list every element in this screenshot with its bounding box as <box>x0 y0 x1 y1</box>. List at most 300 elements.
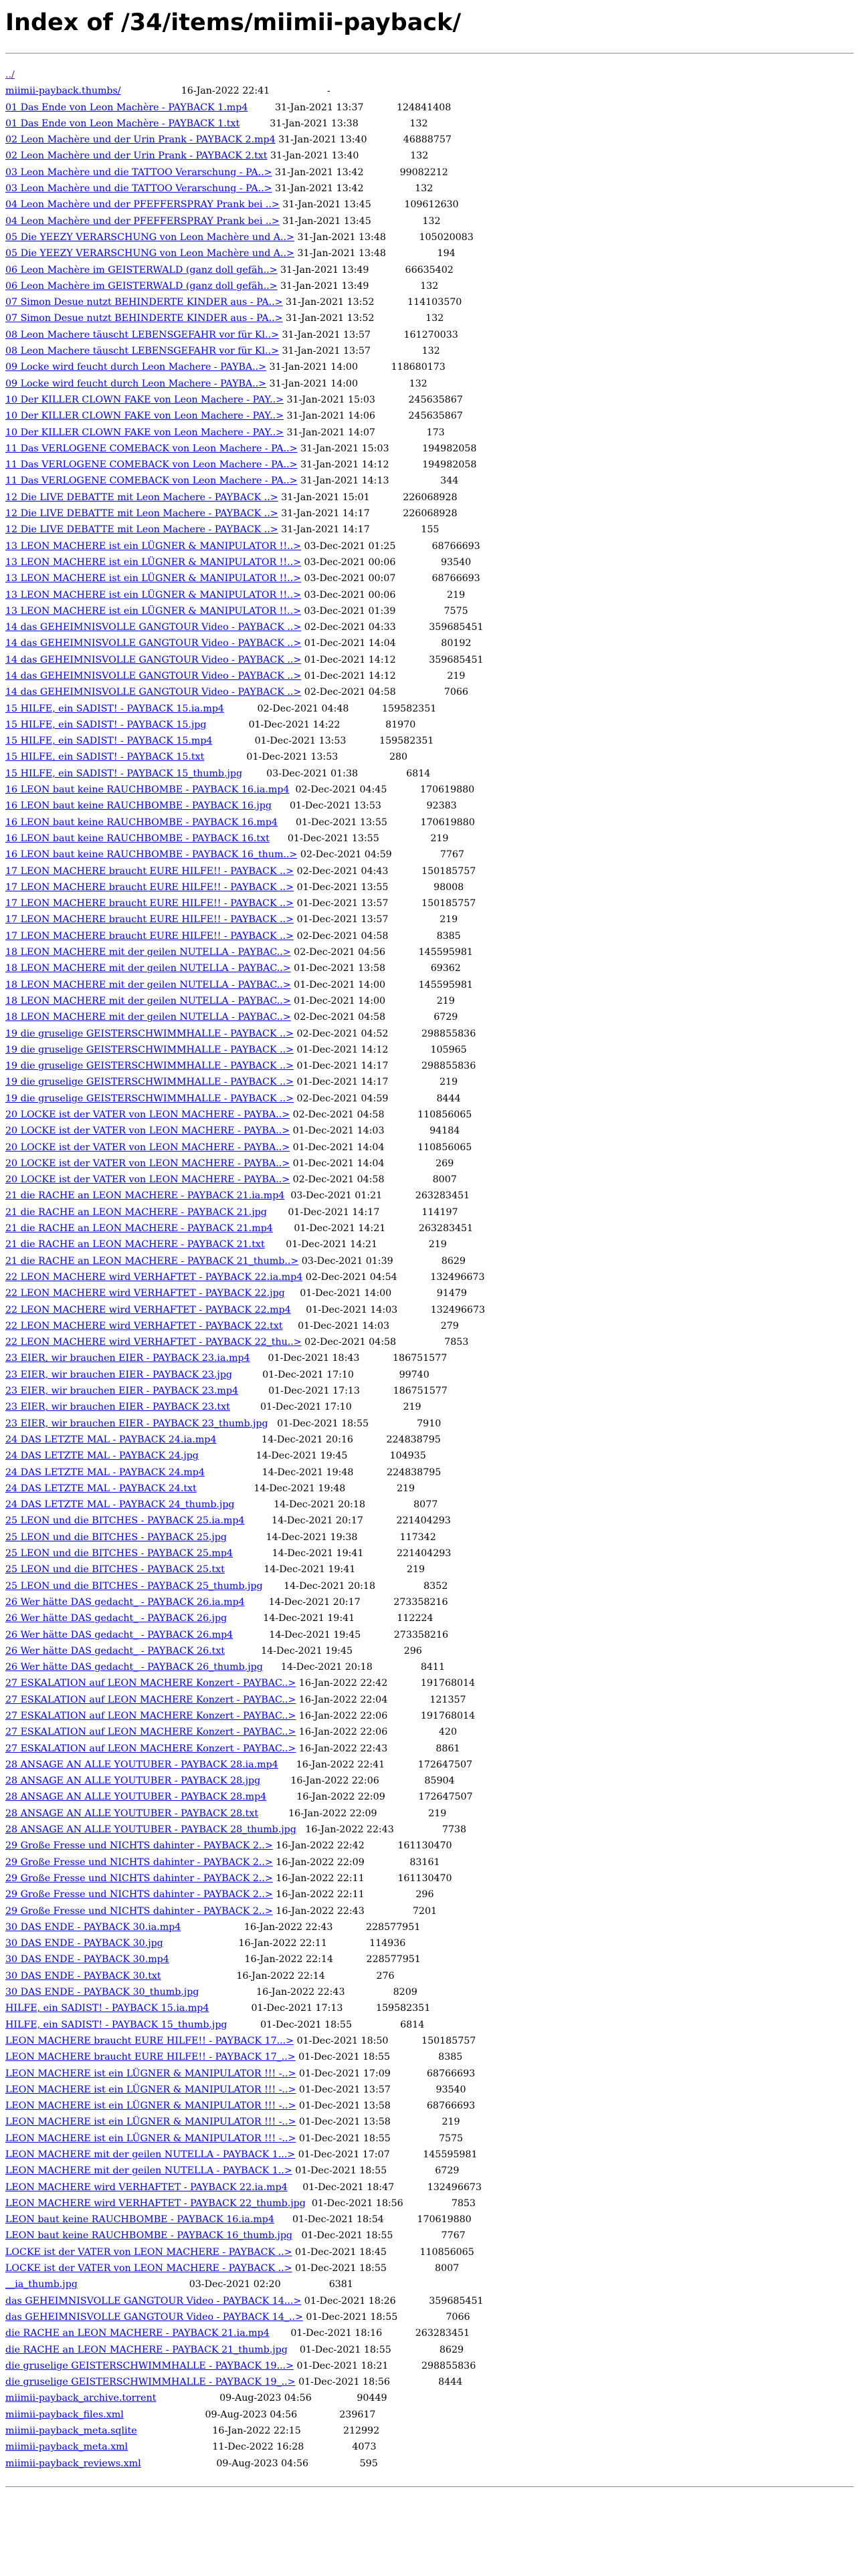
file-meta: 31-Jan-2021 13:48 194 <box>294 248 456 259</box>
file-meta: 31-Jan-2021 14:06 245635867 <box>283 411 463 422</box>
file-link[interactable]: 27 ESKALATION auf LEON MACHERE Konzert - PAYBAC..> <box>5 1678 296 1689</box>
file-row <box>5 1432 854 1448</box>
file-link[interactable]: LEON baut keine RAUCHBOMBE - PAYBACK 16.ia.mp4 <box>5 2214 274 2226</box>
file-link[interactable]: 28 ANSAGE AN ALLE YOUTUBER - PAYBACK 28.mp4 <box>5 1792 267 1803</box>
file-link[interactable]: 23 EIER, wir brauchen EIER - PAYBACK 23.mp4 <box>5 1386 238 1397</box>
file-link[interactable]: miimii-payback.thumbs/ <box>5 86 121 97</box>
file-meta: 01-Dec-2021 13:58 69362 <box>290 963 461 974</box>
file-link[interactable]: 17 LEON MACHERE braucht EURE HILFE!! - PAYBACK ..> <box>5 898 294 909</box>
file-row <box>5 1107 854 1123</box>
file-row <box>5 1935 854 1951</box>
file-link[interactable]: miimii-payback_reviews.xml <box>5 2458 141 2469</box>
file-link[interactable]: 20 LOCKE ist der VATER von LEON MACHERE - PAYBA..> <box>5 1174 290 1186</box>
file-row <box>5 635 854 651</box>
file-link[interactable]: 21 die RACHE an LEON MACHERE - PAYBACK 21.ia.mp4 <box>5 1190 285 1202</box>
file-meta: 01-Dec-2021 13:58 68766693 <box>296 2101 476 2112</box>
file-link[interactable]: HILFE, ein SADIST! - PAYBACK 15_thumb.jpg <box>5 2019 227 2030</box>
file-row <box>5 213 854 229</box>
file-meta: 31-Jan-2021 15:01 226068928 <box>278 492 458 503</box>
file-meta: 16-Jan-2022 22:15 212992 <box>136 2426 380 2437</box>
file-row <box>5 1513 854 1529</box>
file-row <box>5 1773 854 1789</box>
file-row <box>5 1724 854 1740</box>
file-meta: 03-Dec-2021 01:21 263283451 <box>284 1190 470 1202</box>
file-meta: 01-Dec-2021 13:53 280 <box>204 752 408 763</box>
file-link[interactable]: 16 LEON baut keine RAUCHBOMBE - PAYBACK 16.ia.mp4 <box>5 784 290 796</box>
file-meta: 14-Dec-2021 20:17 273358216 <box>244 1596 448 1608</box>
file-meta: 16-Jan-2022 22:06 85904 <box>260 1776 455 1787</box>
file-meta: 31-Jan-2021 14:17 226068928 <box>278 508 458 520</box>
file-link[interactable]: 30 DAS ENDE - PAYBACK 30.mp4 <box>5 1954 169 1965</box>
file-link[interactable]: 09 Locke wird feucht durch Leon Machere - PAYBA..> <box>5 362 267 373</box>
file-link[interactable]: 26 Wer hätte DAS gedacht_ - PAYBACK 26_thumb.jpg <box>5 1662 263 1673</box>
file-meta: 01-Dec-2021 14:00 219 <box>290 995 455 1006</box>
file-link[interactable]: 19 die gruselige GEISTERSCHWIMMHALLE - PAYBACK ..> <box>5 1077 294 1088</box>
file-link[interactable]: 18 LEON MACHERE mit der geilen NUTELLA - PAYBAC..> <box>5 963 291 974</box>
file-row <box>5 652 854 668</box>
file-link[interactable]: 17 LEON MACHERE braucht EURE HILFE!! - PAYBACK ..> <box>5 930 294 942</box>
file-link[interactable]: 07 Simon Desue nutzt BEHINDERTE KINDER aus - PA..> <box>5 313 283 324</box>
file-link[interactable]: miimii-payback_meta.xml <box>5 2442 128 2453</box>
file-row <box>5 1009 854 1025</box>
file-meta: 02-Dec-2021 04:43 150185757 <box>294 865 476 877</box>
file-row <box>5 879 854 895</box>
file-row <box>5 2066 854 2082</box>
file-link[interactable]: 30 DAS ENDE - PAYBACK 30.jpg <box>5 1938 163 1949</box>
file-meta: 01-Dec-2021 14:00 145595981 <box>290 979 473 990</box>
file-row <box>5 1156 854 1172</box>
file-row <box>5 2374 854 2390</box>
file-row <box>5 327 854 343</box>
file-meta: 02-Dec-2021 04:52 298855836 <box>294 1028 476 1039</box>
file-row <box>5 1497 854 1513</box>
file-row <box>5 473 854 489</box>
file-row <box>5 733 854 749</box>
file-link[interactable]: 22 LEON MACHERE wird VERHAFTET - PAYBACK 22.jpg <box>5 1288 285 1299</box>
file-row <box>5 2114 854 2130</box>
file-meta: 01-Dec-2021 14:04 80192 <box>301 638 472 649</box>
file-link[interactable]: 01 Das Ende von Leon Machère - PAYBACK 1.mp4 <box>5 102 248 113</box>
file-meta: 01-Dec-2021 17:10 219 <box>229 1402 421 1413</box>
file-link[interactable]: LEON MACHERE mit der geilen NUTELLA - PAYBACK 1..> <box>5 2165 292 2177</box>
file-meta: 14-Dec-2021 19:48 219 <box>196 1483 415 1494</box>
file-row <box>5 2000 854 2016</box>
file-link[interactable]: 13 LEON MACHERE ist ein LÜGNER & MANIPULATOR !!..> <box>5 556 301 568</box>
file-row <box>5 863 854 879</box>
file-link[interactable]: 29 Große Fresse und NICHTS dahinter - PAYBACK 2..> <box>5 1872 273 1884</box>
bottom-divider <box>5 2486 854 2487</box>
file-row <box>5 1870 854 1887</box>
file-link[interactable]: 22 LEON MACHERE wird VERHAFTET - PAYBACK 22.ia.mp4 <box>5 1271 303 1283</box>
file-link[interactable]: LEON MACHERE wird VERHAFTET - PAYBACK 22.ia.mp4 <box>5 2181 288 2193</box>
file-link[interactable]: 03 Leon Machère und die TATTOO Verarschung - PA..> <box>5 167 272 178</box>
file-link[interactable]: 22 LEON MACHERE wird VERHAFTET - PAYBACK 22_thu..> <box>5 1337 302 1348</box>
file-link[interactable]: miimii-payback_archive.torrent <box>5 2393 157 2404</box>
file-meta: 02-Dec-2021 04:33 359685451 <box>301 622 484 633</box>
file-meta: 01-Dec-2021 14:03 279 <box>282 1320 459 1331</box>
file-link[interactable]: 27 ESKALATION auf LEON MACHERE Konzert - PAYBAC..> <box>5 1694 296 1705</box>
file-link[interactable]: LEON MACHERE ist ein LÜGNER & MANIPULATOR !!! -..> <box>5 2084 296 2095</box>
file-link[interactable]: LEON MACHERE ist ein LÜGNER & MANIPULATOR !!! -..> <box>5 2101 296 2112</box>
file-link[interactable]: 12 Die LIVE DEBATTE mit Leon Machere - PAYBACK ..> <box>5 524 278 536</box>
file-meta: 16-Jan-2022 22:14 228577951 <box>169 1954 421 1965</box>
file-link[interactable]: miimii-payback_meta.sqlite <box>5 2426 137 2437</box>
file-link[interactable]: LEON MACHERE ist ein LÜGNER & MANIPULATOR !!! -..> <box>5 2068 296 2079</box>
file-link[interactable]: 11 Das VERLOGENE COMEBACK von Leon Machere - PA..> <box>5 475 298 487</box>
file-link[interactable]: 20 LOCKE ist der VATER von LEON MACHERE - PAYBA..> <box>5 1125 290 1137</box>
file-link[interactable]: LOCKE ist der VATER von LEON MACHERE - PAYBACK ..> <box>5 2246 292 2258</box>
file-meta: 01-Dec-2021 18:21 298855836 <box>294 2360 476 2371</box>
file-row <box>5 2244 854 2260</box>
file-meta: 14-Dec-2021 19:38 117342 <box>226 1531 436 1543</box>
file-link[interactable]: das GEHEIMNISVOLLE GANGTOUR Video - PAYBACK 14_..> <box>5 2311 303 2323</box>
file-link[interactable]: 21 die RACHE an LEON MACHERE - PAYBACK 21.txt <box>5 1239 265 1251</box>
file-meta: 02-Dec-2021 04:58 8385 <box>294 930 461 942</box>
file-link[interactable]: 08 Leon Machere täuscht LEBENSGEFAHR vor für Kl..> <box>5 346 279 357</box>
file-meta: 14-Dec-2021 20:18 8411 <box>262 1662 445 1673</box>
file-link[interactable]: 08 Leon Machere täuscht LEBENSGEFAHR vor für Kl..> <box>5 329 279 340</box>
file-row <box>5 717 854 733</box>
file-row <box>5 977 854 993</box>
file-link[interactable]: 06 Leon Machère im GEISTERWALD (ganz doll gefäh..> <box>5 280 278 292</box>
file-link[interactable]: 13 LEON MACHERE ist ein LÜGNER & MANIPULATOR !!..> <box>5 605 301 617</box>
file-meta: 31-Jan-2021 13:52 114103570 <box>282 297 462 308</box>
file-link[interactable]: 23 EIER, wir brauchen EIER - PAYBACK 23.jpg <box>5 1369 232 1380</box>
file-meta: 09-Aug-2023 04:56 90449 <box>156 2393 387 2404</box>
file-link[interactable]: 16 LEON baut keine RAUCHBOMBE - PAYBACK 16.mp4 <box>5 817 278 828</box>
file-link[interactable]: LEON MACHERE braucht EURE HILFE!! - PAYBACK 17...> <box>5 2035 294 2046</box>
file-link[interactable]: 25 LEON und die BITCHES - PAYBACK 25.ia.mp4 <box>5 1515 245 1527</box>
file-link[interactable]: 23 EIER, wir brauchen EIER - PAYBACK 23.txt <box>5 1402 230 1413</box>
file-row <box>5 798 854 814</box>
file-link[interactable]: 27 ESKALATION auf LEON MACHERE Konzert - PAYBAC..> <box>5 1727 296 1738</box>
file-meta: 31-Jan-2021 13:48 105020083 <box>294 231 474 243</box>
file-row <box>5 2358 854 2374</box>
file-link[interactable]: LEON baut keine RAUCHBOMBE - PAYBACK 16_thumb.jpg <box>5 2230 292 2242</box>
file-link[interactable]: 25 LEON und die BITCHES - PAYBACK 25.jpg <box>5 1531 227 1543</box>
file-meta: 03-Dec-2021 02:20 6381 <box>77 2279 353 2290</box>
file-meta: 01-Dec-2021 14:12 219 <box>301 670 466 681</box>
file-link[interactable]: 29 Große Fresse und NICHTS dahinter - PAYBACK 2..> <box>5 1840 273 1852</box>
file-link[interactable]: 23 EIER, wir brauchen EIER - PAYBACK 23.ia.mp4 <box>5 1353 250 1364</box>
file-meta: 14-Dec-2021 19:45 273358216 <box>233 1629 449 1640</box>
file-link[interactable]: 24 DAS LETZTE MAL - PAYBACK 24.mp4 <box>5 1467 205 1478</box>
file-link[interactable]: 14 das GEHEIMNISVOLLE GANGTOUR Video - PAYBACK ..> <box>5 687 302 698</box>
file-meta: 01-Dec-2021 18:55 6729 <box>292 2165 460 2177</box>
file-row <box>5 1903 854 1919</box>
file-link[interactable]: 20 LOCKE ist der VATER von LEON MACHERE - PAYBA..> <box>5 1142 290 1153</box>
file-row <box>5 457 854 473</box>
file-row <box>5 2390 854 2406</box>
file-link[interactable]: 29 Große Fresse und NICHTS dahinter - PAYBACK 2..> <box>5 1856 273 1868</box>
file-row <box>5 1675 854 1691</box>
file-link[interactable]: 21 die RACHE an LEON MACHERE - PAYBACK 21_thumb..> <box>5 1255 299 1267</box>
file-meta: 16-Jan-2022 22:04 121357 <box>296 1694 466 1705</box>
file-meta: 14-Dec-2021 19:45 104935 <box>198 1451 426 1462</box>
file-meta: 01-Dec-2021 18:16 263283451 <box>269 2328 470 2339</box>
file-row <box>5 993 854 1009</box>
file-meta: 01-Dec-2021 18:56 8444 <box>295 2377 463 2388</box>
file-link[interactable]: 24 DAS LETZTE MAL - PAYBACK 24.ia.mp4 <box>5 1434 217 1445</box>
file-meta: 09-Aug-2023 04:56 239617 <box>123 2409 376 2420</box>
file-meta: 31-Jan-2021 13:57 161270033 <box>278 329 458 340</box>
file-link[interactable]: 04 Leon Machère und der PFEFFERSPRAY Prank bei ..> <box>5 199 280 211</box>
file-meta: 02-Dec-2021 04:58 8007 <box>290 1174 457 1186</box>
file-meta: 01-Dec-2021 14:22 81970 <box>206 719 416 730</box>
file-link[interactable]: die gruselige GEISTERSCHWIMMHALLE - PAYBACK 19_..> <box>5 2377 296 2388</box>
file-link[interactable]: 21 die RACHE an LEON MACHERE - PAYBACK 21.mp4 <box>5 1223 273 1235</box>
file-meta: 01-Dec-2021 13:53 159582351 <box>212 736 434 747</box>
file-link[interactable]: die RACHE an LEON MACHERE - PAYBACK 21_thumb.jpg <box>5 2344 288 2355</box>
file-meta: 01-Dec-2021 14:17 219 <box>294 1077 458 1088</box>
file-meta: 31-Jan-2021 13:42 132 <box>272 183 434 195</box>
file-meta: 01-Dec-2021 17:13 159582351 <box>209 2003 431 2014</box>
file-listing <box>5 67 854 2472</box>
file-link[interactable]: 28 ANSAGE AN ALLE YOUTUBER - PAYBACK 28.txt <box>5 1808 259 1819</box>
file-meta: 01-Dec-2021 14:21 219 <box>264 1239 447 1251</box>
file-link[interactable]: 28 ANSAGE AN ALLE YOUTUBER - PAYBACK 28.jpg <box>5 1776 261 1787</box>
file-row <box>5 1091 854 1107</box>
file-link[interactable]: HILFE, ein SADIST! - PAYBACK 15.ia.mp4 <box>5 2003 209 2014</box>
file-meta: 01-Dec-2021 18:50 150185757 <box>294 2035 476 2046</box>
file-link[interactable]: 15 HILFE, ein SADIST! - PAYBACK 15.ia.mp4 <box>5 703 224 714</box>
file-link[interactable]: 28 ANSAGE AN ALLE YOUTUBER - PAYBACK 28_thumb.jpg <box>5 1824 296 1836</box>
file-row <box>5 2131 854 2147</box>
file-meta: 02-Dec-2021 04:58 7853 <box>301 1337 469 1348</box>
file-row <box>5 928 854 944</box>
file-link[interactable]: 13 LEON MACHERE ist ein LÜGNER & MANIPULATOR !!..> <box>5 589 301 601</box>
file-link[interactable]: 24 DAS LETZTE MAL - PAYBACK 24_thumb.jpg <box>5 1499 235 1511</box>
file-link[interactable]: 12 Die LIVE DEBATTE mit Leon Machere - PAYBACK ..> <box>5 508 278 520</box>
file-row <box>5 2163 854 2179</box>
file-meta: 03-Dec-2021 00:06 93540 <box>300 556 472 568</box>
file-link[interactable]: 14 das GEHEIMNISVOLLE GANGTOUR Video - PAYBACK ..> <box>5 622 302 633</box>
file-link[interactable]: 13 LEON MACHERE ist ein LÜGNER & MANIPULATOR !!..> <box>5 573 301 584</box>
file-meta: 01-Dec-2021 14:21 263283451 <box>272 1223 474 1235</box>
file-link[interactable]: 15 HILFE, ein SADIST! - PAYBACK 15.jpg <box>5 719 207 730</box>
file-row <box>5 1594 854 1610</box>
file-link[interactable]: 17 LEON MACHERE braucht EURE HILFE!! - PAYBACK ..> <box>5 881 294 893</box>
file-link[interactable]: 02 Leon Machère und der Urin Prank - PAYBACK 2.txt <box>5 150 268 162</box>
file-meta: 01-Dec-2021 18:55 7910 <box>268 1418 442 1429</box>
file-link[interactable]: 23 EIER, wir brauchen EIER - PAYBACK 23_thumb.jpg <box>5 1418 268 1429</box>
file-link[interactable]: 14 das GEHEIMNISVOLLE GANGTOUR Video - PAYBACK ..> <box>5 670 302 681</box>
file-link[interactable]: 11 Das VERLOGENE COMEBACK von Leon Machere - PA..> <box>5 443 298 454</box>
file-link[interactable]: 04 Leon Machère und der PFEFFERSPRAY Prank bei ..> <box>5 215 280 227</box>
page-title: Index of /34/items/miimii-payback/ <box>5 9 462 36</box>
file-meta: 01-Dec-2021 18:55 6814 <box>227 2019 425 2030</box>
file-row <box>5 100 854 116</box>
file-link[interactable]: 15 HILFE, ein SADIST! - PAYBACK 15.mp4 <box>5 736 213 747</box>
file-link[interactable]: 16 LEON baut keine RAUCHBOMBE - PAYBACK 16_thum..> <box>5 849 298 861</box>
file-link[interactable]: 18 LEON MACHERE mit der geilen NUTELLA - PAYBAC..> <box>5 995 291 1006</box>
file-meta: 31-Jan-2021 13:45 132 <box>279 215 441 227</box>
file-link[interactable]: 16 LEON baut keine RAUCHBOMBE - PAYBACK 16.jpg <box>5 800 272 812</box>
file-row <box>5 262 854 278</box>
file-link[interactable]: 19 die gruselige GEISTERSCHWIMMHALLE - PAYBACK ..> <box>5 1093 294 1104</box>
file-row <box>5 2260 854 2276</box>
file-link[interactable]: die RACHE an LEON MACHERE - PAYBACK 21.ia.mp4 <box>5 2328 270 2339</box>
file-meta: 31-Jan-2021 13:57 132 <box>278 346 440 357</box>
file-row <box>5 2228 854 2244</box>
file-link[interactable]: 30 DAS ENDE - PAYBACK 30.txt <box>5 1970 161 1981</box>
file-meta: 31-Jan-2021 13:49 66635402 <box>277 264 454 276</box>
file-row <box>5 1285 854 1301</box>
file-link[interactable]: 25 LEON und die BITCHES - PAYBACK 25_thumb.jpg <box>5 1580 263 1592</box>
file-link[interactable]: 07 Simon Desue nutzt BEHINDERTE KINDER aus - PA..> <box>5 297 283 308</box>
file-link[interactable]: 17 LEON MACHERE braucht EURE HILFE!! - PAYBACK ..> <box>5 914 294 926</box>
file-meta: 31-Jan-2021 14:12 194982058 <box>297 459 477 471</box>
file-link[interactable]: 10 Der KILLER CLOWN FAKE von Leon Machere - PAY..> <box>5 411 284 422</box>
file-row <box>5 1253 854 1269</box>
file-link[interactable]: 25 LEON und die BITCHES - PAYBACK 25.txt <box>5 1564 225 1576</box>
file-link[interactable]: LOCKE ist der VATER von LEON MACHERE - PAYBACK ..> <box>5 2263 292 2274</box>
parent-directory-row <box>5 67 854 83</box>
file-link[interactable]: 13 LEON MACHERE ist ein LÜGNER & MANIPULATOR !!..> <box>5 540 301 552</box>
file-link[interactable]: 18 LEON MACHERE mit der geilen NUTELLA - PAYBAC..> <box>5 979 291 990</box>
file-row <box>5 587 854 603</box>
file-row <box>5 815 854 831</box>
file-meta: 01-Dec-2021 18:56 7853 <box>305 2197 476 2209</box>
file-link[interactable]: 25 LEON und die BITCHES - PAYBACK 25.mp4 <box>5 1548 233 1560</box>
file-row <box>5 2342 854 2358</box>
file-link[interactable]: 17 LEON MACHERE braucht EURE HILFE!! - PAYBACK ..> <box>5 865 294 877</box>
file-link[interactable]: 11 Das VERLOGENE COMEBACK von Leon Machere - PA..> <box>5 459 298 471</box>
file-row <box>5 766 854 782</box>
file-link[interactable]: LEON MACHERE braucht EURE HILFE!! - PAYBACK 17_..> <box>5 2052 296 2063</box>
file-meta: 16-Jan-2022 22:43 7738 <box>296 1824 467 1836</box>
file-meta: 01-Dec-2021 14:12 359685451 <box>301 654 484 665</box>
file-meta: 03-Dec-2021 00:07 68766693 <box>300 573 480 584</box>
file-link[interactable]: 20 LOCKE ist der VATER von LEON MACHERE - PAYBA..> <box>5 1158 290 1169</box>
file-row <box>5 782 854 798</box>
file-meta: 01-Dec-2021 18:55 7767 <box>292 2230 466 2242</box>
file-link[interactable]: miimii-payback_files.xml <box>5 2409 124 2420</box>
file-link[interactable]: 28 ANSAGE AN ALLE YOUTUBER - PAYBACK 28.ia.mp4 <box>5 1759 278 1770</box>
file-link[interactable]: 14 das GEHEIMNISVOLLE GANGTOUR Video - PAYBACK ..> <box>5 638 302 649</box>
file-row <box>5 1822 854 1838</box>
file-row <box>5 1042 854 1058</box>
file-link[interactable]: 15 HILFE, ein SADIST! - PAYBACK 15_thumb.jpg <box>5 768 243 779</box>
file-row <box>5 441 854 457</box>
file-meta: 11-Dec-2022 16:28 4073 <box>128 2442 377 2453</box>
file-link[interactable]: 19 die gruselige GEISTERSCHWIMMHALLE - PAYBACK ..> <box>5 1044 294 1055</box>
file-link[interactable]: 27 ESKALATION auf LEON MACHERE Konzert - PAYBAC..> <box>5 1743 296 1754</box>
file-link[interactable]: 19 die gruselige GEISTERSCHWIMMHALLE - PAYBACK ..> <box>5 1061 294 1072</box>
file-link[interactable]: 02 Leon Machère und der Urin Prank - PAYBACK 2.mp4 <box>5 134 276 146</box>
file-link[interactable]: 20 LOCKE ist der VATER von LEON MACHERE - PAYBA..> <box>5 1109 290 1120</box>
file-link[interactable]: 29 Große Fresse und NICHTS dahinter - PAYBACK 2..> <box>5 1889 273 1901</box>
file-row <box>5 1140 854 1156</box>
file-row <box>5 1951 854 1967</box>
file-meta: 16-Jan-2022 22:41 172647507 <box>278 1759 473 1770</box>
file-link[interactable]: 30 DAS ENDE - PAYBACK 30_thumb.jpg <box>5 1987 199 1998</box>
file-link[interactable]: die gruselige GEISTERSCHWIMMHALLE - PAYBACK 19...> <box>5 2360 294 2371</box>
file-row <box>5 1789 854 1805</box>
parent-directory-link[interactable]: ../ <box>5 70 15 80</box>
file-link[interactable]: LEON MACHERE wird VERHAFTET - PAYBACK 22_thumb.jpg <box>5 2197 306 2209</box>
file-row <box>5 1302 854 1318</box>
file-link[interactable]: 29 Große Fresse und NICHTS dahinter - PAYBACK 2..> <box>5 1905 273 1917</box>
file-link[interactable]: LEON MACHERE ist ein LÜGNER & MANIPULATOR !!! -..> <box>5 2133 296 2144</box>
file-link[interactable]: 18 LEON MACHERE mit der geilen NUTELLA - PAYBAC..> <box>5 947 291 958</box>
file-link[interactable]: 09 Locke wird feucht durch Leon Machere - PAYBA..> <box>5 378 267 389</box>
file-link[interactable]: 22 LEON MACHERE wird VERHAFTET - PAYBACK 22.mp4 <box>5 1304 291 1315</box>
file-link[interactable]: 18 LEON MACHERE mit der geilen NUTELLA - PAYBAC..> <box>5 1012 291 1023</box>
file-row <box>5 2325 854 2341</box>
file-meta: 16-Jan-2022 22:11 161130470 <box>272 1872 452 1884</box>
file-link[interactable]: 24 DAS LETZTE MAL - PAYBACK 24.txt <box>5 1483 197 1494</box>
file-link[interactable]: 10 Der KILLER CLOWN FAKE von Leon Machere - PAY..> <box>5 394 284 405</box>
file-row <box>5 1984 854 2000</box>
file-link[interactable]: __ia_thumb.jpg <box>5 2279 78 2290</box>
file-row <box>5 2423 854 2439</box>
file-row <box>5 2082 854 2098</box>
file-meta: 31-Jan-2021 14:00 132 <box>266 378 427 389</box>
file-row <box>5 1318 854 1334</box>
file-meta: 31-Jan-2021 13:40 132 <box>267 150 429 162</box>
file-link[interactable]: 27 ESKALATION auf LEON MACHERE Konzert - PAYBAC..> <box>5 1710 296 1721</box>
file-link[interactable]: 26 Wer hätte DAS gedacht_ - PAYBACK 26.jpg <box>5 1613 227 1624</box>
file-row <box>5 359 854 375</box>
file-link[interactable]: LEON MACHERE mit der geilen NUTELLA - PAYBACK 1...> <box>5 2149 296 2160</box>
file-row <box>5 895 854 911</box>
file-row <box>5 1643 854 1659</box>
file-row <box>5 425 854 441</box>
file-link[interactable]: 26 Wer hätte DAS gedacht_ - PAYBACK 26.mp4 <box>5 1629 233 1640</box>
file-link[interactable]: 14 das GEHEIMNISVOLLE GANGTOUR Video - PAYBACK ..> <box>5 654 302 665</box>
file-link[interactable]: 12 Die LIVE DEBATTE mit Leon Machere - PAYBACK ..> <box>5 492 278 503</box>
file-link[interactable]: 30 DAS ENDE - PAYBACK 30.ia.mp4 <box>5 1921 181 1933</box>
file-meta: 31-Jan-2021 14:07 173 <box>283 427 445 438</box>
file-row <box>5 1887 854 1903</box>
file-link[interactable]: 22 LEON MACHERE wird VERHAFTET - PAYBACK 22.txt <box>5 1320 283 1331</box>
file-link[interactable]: 05 Die YEEZY VERARSCHUNG von Leon Machère und A..> <box>5 231 294 243</box>
file-row <box>5 554 854 570</box>
file-meta: 01-Dec-2021 14:04 110856065 <box>290 1142 472 1153</box>
file-meta: 01-Dec-2021 13:58 219 <box>296 2117 460 2128</box>
file-row <box>5 2309 854 2325</box>
file-row <box>5 229 854 245</box>
file-link[interactable]: LEON MACHERE ist ein LÜGNER & MANIPULATOR !!! -..> <box>5 2117 296 2128</box>
file-link[interactable]: 26 Wer hätte DAS gedacht_ - PAYBACK 26.ia.mp4 <box>5 1596 245 1608</box>
file-meta: 02-Dec-2021 04:45 170619880 <box>289 784 475 796</box>
file-link[interactable]: 21 die RACHE an LEON MACHERE - PAYBACK 21.jpg <box>5 1206 267 1218</box>
file-meta: 01-Dec-2021 17:10 99740 <box>232 1369 430 1380</box>
file-row <box>5 1627 854 1643</box>
file-link[interactable]: 01 Das Ende von Leon Machère - PAYBACK 1.txt <box>5 118 240 129</box>
file-row <box>5 1237 854 1253</box>
file-link[interactable]: 05 Die YEEZY VERARSCHUNG von Leon Machère und A..> <box>5 248 294 259</box>
file-meta: 02-Dec-2021 04:56 145595981 <box>290 947 473 958</box>
file-row <box>5 538 854 554</box>
file-link[interactable]: 15 HILFE, ein SADIST! - PAYBACK 15.txt <box>5 752 205 763</box>
file-link[interactable]: 24 DAS LETZTE MAL - PAYBACK 24.jpg <box>5 1451 199 1462</box>
file-row <box>5 2407 854 2423</box>
file-row <box>5 506 854 522</box>
file-link[interactable]: 26 Wer hätte DAS gedacht_ - PAYBACK 26.txt <box>5 1645 225 1656</box>
file-meta: 01-Dec-2021 13:55 170619880 <box>277 817 475 828</box>
file-link[interactable]: 06 Leon Machère im GEISTERWALD (ganz doll gefäh..> <box>5 264 278 276</box>
file-link[interactable]: 03 Leon Machère und die TATTOO Verarschung - PA..> <box>5 183 272 195</box>
file-link[interactable]: 10 Der KILLER CLOWN FAKE von Leon Machere - PAY..> <box>5 427 284 438</box>
file-meta: 01-Dec-2021 17:09 68766693 <box>296 2068 476 2079</box>
file-link[interactable]: 19 die gruselige GEISTERSCHWIMMHALLE - PAYBACK ..> <box>5 1028 294 1039</box>
file-link[interactable]: 16 LEON baut keine RAUCHBOMBE - PAYBACK 16.txt <box>5 833 270 844</box>
file-meta: 16-Jan-2022 22:09 219 <box>258 1808 447 1819</box>
file-link[interactable]: das GEHEIMNISVOLLE GANGTOUR Video - PAYBACK 14...> <box>5 2295 302 2306</box>
file-meta: 14-Dec-2021 20:17 221404293 <box>244 1515 451 1527</box>
